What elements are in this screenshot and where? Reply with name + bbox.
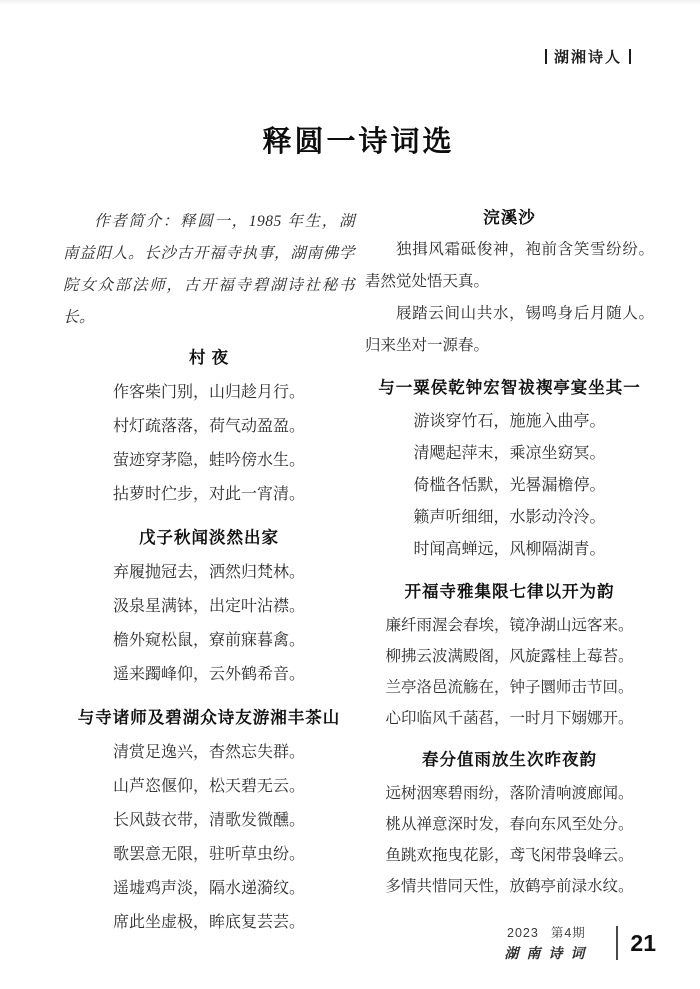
poem-line: 籁声听细细，水影动泠泠。 (413, 509, 606, 526)
poem-lines (63, 376, 355, 512)
poem-line: 兰亭洛邑流觞在，钟子圜师击节回。 (385, 679, 634, 696)
ci-paragraph: 屐踏云间山共水，锡鸣身后月随人。归来坐对一源春。 (365, 305, 654, 354)
poem-line: 远树洇寒碧雨纷，落阶清响渡廊闻。 (385, 785, 634, 802)
poem-line: 廉纤雨渥会春埃，镜净湖山远客来。 (385, 617, 634, 634)
ci-paragraph: 独揖风霜砥俊神，袍前含笑雪纷纷。砉然觉处悟天真。 (365, 241, 654, 290)
issue-line (500, 923, 592, 941)
poem-lines (63, 736, 355, 940)
page-number: 21 (630, 929, 656, 956)
poem-line: 遥墟鸡声淡，隔水递漪纹。 (112, 880, 305, 897)
poem-line: 时闻高蝉远，风柳隔湖青。 (413, 541, 606, 558)
poem-line: 长风鼓衣带，清歌发微醺。 (112, 812, 305, 829)
poem-spring-equinox (365, 748, 654, 902)
poem-title: 浣溪沙 (483, 208, 536, 227)
section-label: 湖湘诗人 (553, 50, 622, 66)
poem-title: 戊子秋闻淡然出家 (139, 528, 279, 547)
page-footer (500, 923, 656, 963)
poem-line: 歌罢意无限，驻听草虫纷。 (112, 846, 305, 863)
poem-line: 拈萝时伫步，对此一宵清。 (112, 486, 305, 503)
poem-lines (365, 778, 654, 902)
header-bar-left-icon (545, 49, 547, 64)
poem-kaifu-temple (365, 580, 654, 734)
poem-line: 清赏足逸兴，杳然忘失群。 (112, 744, 305, 761)
page-title: 释圆一诗词选 (262, 126, 455, 158)
poem-line: 倚槛各恬默，光晷漏檐停。 (413, 477, 606, 494)
poem-line: 作客柴门别，山归趁月行。 (112, 384, 305, 401)
poem-line: 多情共惜同天性，放鹤亭前渌水纹。 (385, 878, 634, 895)
header-bar-right-icon (629, 49, 631, 64)
section-header (538, 46, 638, 67)
poem-lines (365, 610, 654, 734)
issue-number: 第4期 (550, 926, 586, 940)
poem-fuxi-pavilion (365, 376, 654, 566)
poem-line: 汲泉星满钵，出定叶沾襟。 (112, 598, 305, 615)
footer-issue-info (500, 923, 592, 963)
poem-line: 村灯疏落落，荷气动盈盈。 (112, 418, 305, 435)
footer-divider (616, 926, 618, 960)
poem-wuzi-autumn (63, 526, 355, 692)
poem-line: 心印临风千菡萏，一时月下嫋娜开。 (385, 710, 634, 727)
poem-line: 柳拂云波满殿阁，风旋露桂上莓苔。 (385, 648, 634, 665)
poem-village-night (63, 346, 355, 512)
poem-tea-mountain (63, 706, 355, 940)
poem-title: 与寺诸师及碧湖众诗友游湘丰茶山 (77, 708, 341, 727)
left-column (63, 206, 355, 940)
poem-line: 席此坐虚极，眸底复芸芸。 (112, 914, 305, 931)
poem-line: 萤迹穿茅隐，蛙吟傍水生。 (112, 452, 305, 469)
two-column-layout (63, 206, 654, 940)
poem-title: 春分值雨放生次昨夜韵 (422, 750, 597, 769)
poem-line: 檐外窥松鼠，寮前寐暮禽。 (112, 632, 305, 649)
poem-line: 弃履抛冠去，洒然归梵林。 (112, 564, 305, 581)
author-intro: 作者简介：释圆一，1985 年生，湖南益阳人。长沙古开福寺执事，湖南佛学院女众部法师，古开福寺碧湖诗社秘书长。 (63, 213, 355, 326)
poem-lines (63, 556, 355, 692)
poem-line: 鱼跳欢拖曳花影，鸢飞闲带袅峰云。 (385, 847, 634, 864)
poem-line: 桃从禅意深时发，春向东风至处分。 (385, 816, 634, 833)
poem-huanxisha (365, 206, 654, 362)
poem-line: 山芦恣偃仰，松天碧无云。 (112, 778, 305, 795)
poem-line: 遥来躅峰仰，云外鹤希音。 (112, 666, 305, 683)
poem-title: 开福寺雅集限七律以开为韵 (404, 582, 615, 601)
poem-line: 清飔起萍末，乘凉坐窈冥。 (413, 445, 606, 462)
poem-line: 游谈穿竹石，施施入曲亭。 (413, 413, 606, 430)
ci-paragraphs (365, 234, 654, 362)
issue-year: 2023 (507, 926, 539, 940)
right-column (365, 206, 654, 940)
poem-lines (365, 406, 654, 566)
poem-title: 与一粟侯乾钟宏智祓禊亭宴坐其一 (378, 378, 641, 397)
poem-title: 村 夜 (188, 348, 230, 367)
journal-name: 湖南诗词 (504, 947, 593, 962)
